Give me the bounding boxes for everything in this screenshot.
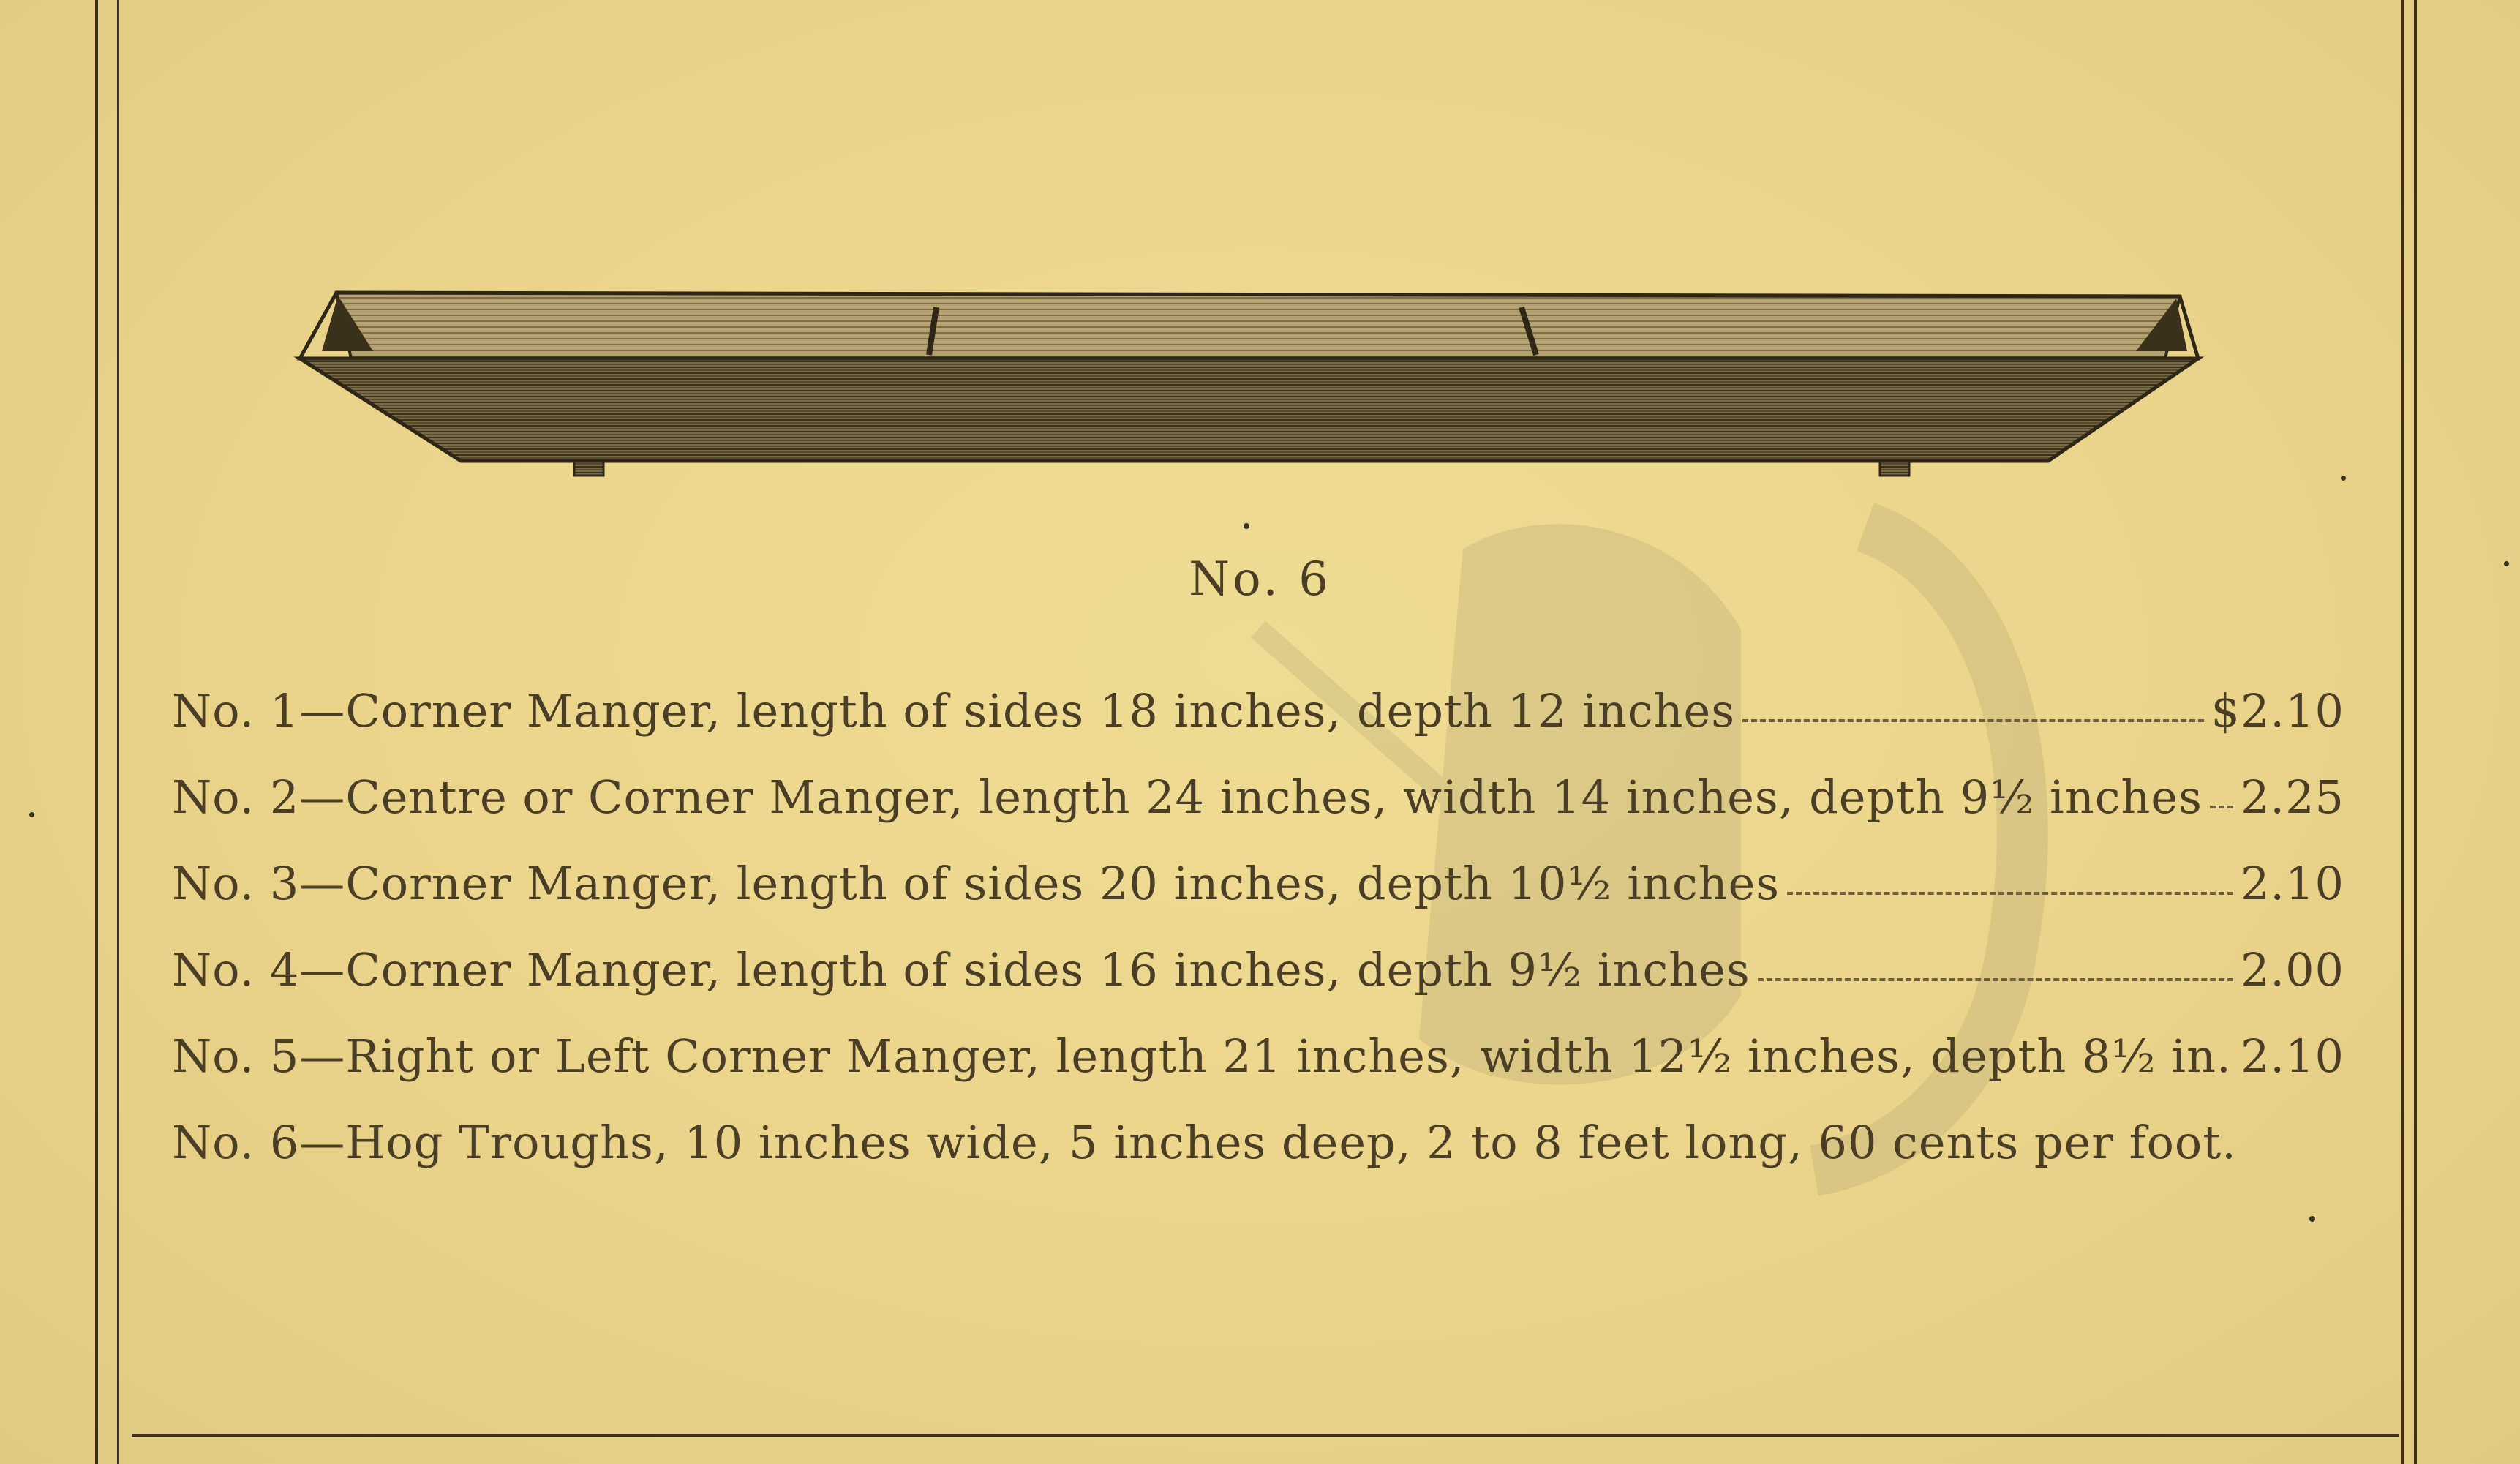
ink-speck (2504, 561, 2509, 566)
item-description: No. 4—Corner Manger, length of sides 16 inches, depth 9½ inches (172, 943, 1750, 996)
price-list-item (172, 943, 2344, 1029)
price-list-item (172, 1116, 2344, 1202)
price-list (172, 684, 2344, 1202)
ink-speck (1244, 523, 1249, 529)
right-border-rule (2401, 0, 2404, 1464)
item-description: No. 6—Hog Troughs, 10 inches wide, 5 inches deep, 2 to 8 feet long, 60 cents per foot. (172, 1116, 2237, 1169)
price-list-item (172, 684, 2344, 770)
dotted-leader (1758, 978, 2233, 981)
right-border-inner-rule (2414, 0, 2417, 1464)
left-border-rule (95, 0, 98, 1464)
item-price: 2.10 (2240, 1029, 2344, 1083)
ink-speck (29, 812, 34, 817)
dotted-leader (1742, 719, 2203, 722)
bottom-border-rule (132, 1434, 2399, 1437)
hog-trough-illustration (293, 278, 2224, 498)
item-description: No. 3—Corner Manger, length of sides 20 inches, depth 10½ inches (172, 857, 1780, 910)
price-list-item (172, 1029, 2344, 1116)
ink-speck (2309, 1216, 2315, 1222)
item-description: No. 1—Corner Manger, length of sides 18 inches, depth 12 inches (172, 684, 1736, 737)
item-price: 2.25 (2240, 770, 2344, 824)
item-price: 2.10 (2240, 857, 2344, 910)
item-description: No. 2—Centre or Corner Manger, length 24 inches, width 14 inches, depth 9½ inches (172, 770, 2203, 824)
dotted-leader (2210, 806, 2233, 808)
item-description: No. 5—Right or Left Corner Manger, length 21 inches, width 12½ inches, depth 8½ in. (172, 1029, 2232, 1083)
price-list-item (172, 770, 2344, 857)
price-list-item (172, 857, 2344, 943)
figure-caption: No. 6 (1189, 552, 1331, 607)
item-price: $2.10 (2211, 684, 2344, 737)
ink-speck (2341, 476, 2346, 481)
dotted-leader (1787, 892, 2233, 895)
item-price: 2.00 (2240, 943, 2344, 996)
left-border-inner-rule (117, 0, 119, 1464)
